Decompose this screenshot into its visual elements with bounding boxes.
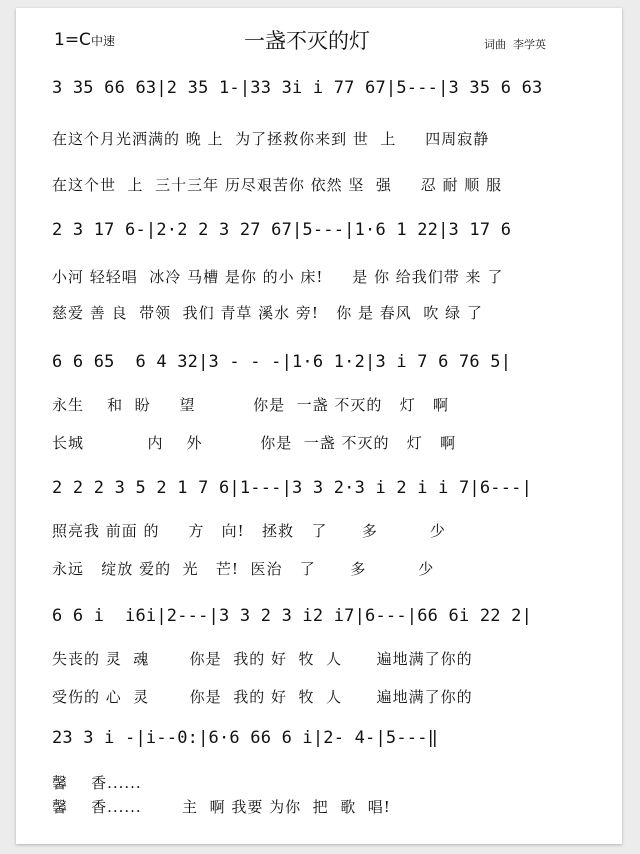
lyric-line: 失丧的 灵 魂 你是 我的 好 牧 人 遍地满了你的 <box>52 650 473 668</box>
notation-line: 6 6 65 6 4 32|3 - - -|1·6 1·2|3 i 7 6 76 5| <box>52 352 512 372</box>
notation-line: 23 3 i -|i--0:|6·6 66 6 i|2- 4-|5---‖ <box>52 728 439 748</box>
lyric-line: 长城 内 外 你是 一盏 不灭的 灯 啊 <box>52 434 457 452</box>
sheet-music-page <box>16 8 622 844</box>
notation-line: 2 3 17 6-|2·2 2 3 27 67|5---|1·6 1 22|3 17 6 <box>52 220 512 240</box>
song-title: 一盏不灭的灯 <box>244 29 370 53</box>
lyric-line: 在这个世 上 三十三年 历尽艰苦你 依然 坚 强 忍 耐 顺 服 <box>52 176 503 194</box>
lyric-line: 受伤的 心 灵 你是 我的 好 牧 人 遍地满了你的 <box>52 688 473 706</box>
lyric-line: 照亮我 前面 的 方 向! 拯救 了 多 少 <box>52 522 446 540</box>
lyric-line: 馨 香...... <box>52 774 142 792</box>
lyric-line: 慈爱 善 良 带领 我们 青草 溪水 旁! 你 是 春风 吹 绿 了 <box>52 304 483 322</box>
key-signature: 1=C中速 <box>54 30 115 50</box>
notation-line: 3 35 66 63|2 35 1-|33 3i i 77 67|5---|3 35 6 63 <box>52 78 543 98</box>
lyric-line: 永远 绽放 爱的 光 芒! 医治 了 多 少 <box>52 560 435 578</box>
notation-line: 2 2 2 3 5 2 1 7 6|1---|3 3 2·3 i 2 i i 7|6---| <box>52 478 533 498</box>
lyric-line: 馨 香...... 主 啊 我要 为你 把 歌 唱! <box>52 798 391 816</box>
lyric-line: 在这个月光洒满的 晚 上 为了拯救你来到 世 上 四周寂静 <box>52 130 490 148</box>
lyric-line: 永生 和 盼 望 你是 一盏 不灭的 灯 啊 <box>52 396 450 414</box>
lyric-line: 小河 轻轻唱 冰冷 马槽 是你 的小 床! 是 你 给我们带 来 了 <box>52 268 504 286</box>
notation-line: 6 6 i i6i|2---|3 3 2 3 i2 i7|6---|66 6i 22 2| <box>52 606 533 626</box>
song-credits: 词曲 李学英 <box>484 38 546 51</box>
